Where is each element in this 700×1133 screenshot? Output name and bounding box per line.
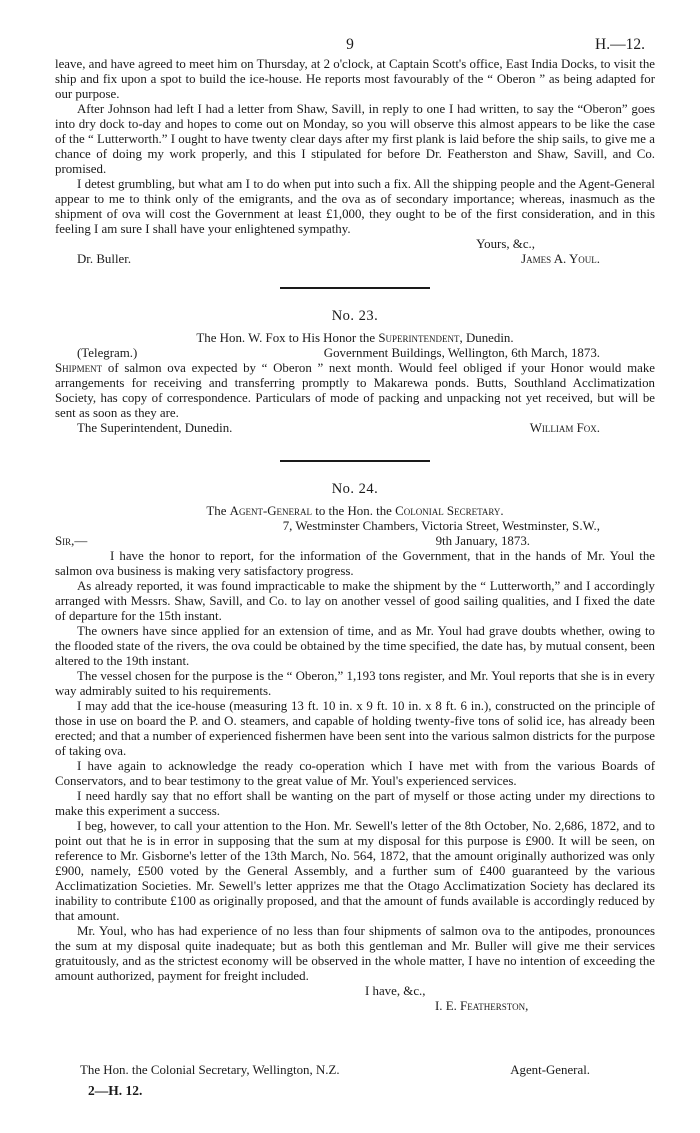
signature-line (55, 252, 655, 267)
paragraph: I may add that the ice-house (measuring 13 ft. 10 in. x 9 ft. 10 in. x 8 ft. 6 in.), constructed on the principle of those in use on board the P. and O. steamers, and capable of holding twenty-five tons of solid ice, has already been erected; and that a number of experienced fishermen have been sent into the various salmon districts for the purpose of taking ova. (55, 699, 655, 758)
document-body (55, 57, 655, 1014)
signature: William Fox. (529, 421, 600, 435)
addressee: The Hon. the Colonial Secretary, Wellington, N.Z. (80, 1063, 340, 1077)
section-divider (280, 287, 430, 289)
location-date: Government Buildings, Wellington, 6th March, 1873. (323, 346, 600, 360)
document-reference: H.—12. (595, 36, 645, 53)
paragraph: As already reported, it was found impracticable to make the shipment by the “ Lutterworth,” and I accordingly arranged with Messrs. Shaw, Savill, and Co. to lay on another vessel of good sailing qualities, and I fixed the date of departure for the 15th instant. (55, 579, 655, 623)
paragraph: I have the honor to report, for the information of the Government, that in the hands of Mr. Youl the salmon ova business is making very satisfactory progress. (55, 549, 655, 578)
letter-heading: The Agent-General to the Hon. the Colonial Secretary. (206, 504, 504, 518)
paragraph: I beg, however, to call your attention to the Hon. Mr. Sewell's letter of the 8th October, No. 2,686, 1872, and to point out that he is in error in supposing that the sum at my disposal for this purpose is £900. It will be seen, on reference to Mr. Gisborne's letter of the 13th March, No. 564, 1872, that the amount originally authorized was only £900, namely, £500 voted by the General Assembly, and a further sum of £400 guaranteed by the various Acclimatization Societies. Mr. Sewell's letter apprizes me that the Otago Acclimatization Society has declared its inability to contribute £100 as originally proposed, and that the amount of funds available is accordingly reduced by that amount. (55, 819, 655, 923)
signature-line (55, 421, 655, 436)
paragraph: Shipment of salmon ova expected by “ Oberon ” next month. Would feel obliged if your Honor would make arrangements for receiving and transferring promptly to Makarewa ponds. Butts, Southland Acclimatization Society, has copy of correspondence. Particulars of mode of packing and unpacking not yet received, but will be sent as soon as they are. (55, 361, 655, 420)
paragraph: I detest grumbling, but what am I to do when put into such a fix. All the shipping people and the Agent-General appear to me to think only of the emigrants, and the ova as of secondary importance; whereas, inasmuch as the shipment of ova will cost the Government at least £1,000, they ought to be of the first consideration, and in this feeling I am sure I shall have your enlightened sympathy. (55, 177, 655, 236)
paragraph: Mr. Youl, who has had experience of no less than four shipments of salmon ova to the antipodes, pronounces the sum at my disposal quite inadequate; but as both this gentleman and Mr. Buller will give me their services gratuitously, and as the strictest economy will be observed in the whole matter, I have no intention of exceeding the amount authorized, payment for freight included. (55, 924, 655, 983)
paragraph: The owners have since applied for an extension of time, and as Mr. Youl had grave doubts whether, owing to the flooded state of the rivers, the ova could be obtained by the time specified, the date has, by mutual consent, been altered to the 19th instant. (55, 624, 655, 668)
signature: I. E. Featherston, (435, 999, 529, 1013)
telegram-line (55, 346, 655, 361)
paragraph: I need hardly say that no effort shall be wanting on the part of myself or those acting under my directions to make this experiment a success. (55, 789, 655, 818)
signature-title: Agent-General. (510, 1063, 590, 1077)
addressee: Dr. Buller. (77, 252, 132, 266)
section-number: No. 24. (331, 481, 379, 497)
paragraph: I have again to acknowledge the ready co-operation which I have met with from the various Boards of Conservators, and to bear testimony to the great value of Mr. Youl's experienced services. (55, 759, 655, 788)
closing: Yours, &c., (476, 237, 535, 251)
letter-type: (Telegram.) (77, 346, 138, 360)
section-number: No. 23. (331, 308, 379, 324)
addressee: The Superintendent, Dunedin. (77, 421, 233, 435)
closing: I have, &c., (365, 984, 426, 998)
letter-heading: The Hon. W. Fox to His Honor the Superintendent, Dunedin. (196, 331, 514, 345)
paragraph: The vessel chosen for the purpose is the “ Oberon,” 1,193 tons register, and Mr. Youl reports that she is in every way admirably suited to his requirements. (55, 669, 655, 698)
section-divider (280, 460, 430, 462)
paragraph: After Johnson had left I had a letter from Shaw, Savill, in reply to one I had written, to say the “Oberon” goes into dry dock to-day and hopes to come out on Monday, so you will observe this almost appears to be like the case of the “ Lutterworth.” I ought to have twenty clear days after my first plank is laid before the ship sails, to give me a chance of doing my work properly, and this I stipulated for before Dr. Featherston and Shaw, Savill, and Co. promised. (55, 102, 655, 176)
salutation-line (55, 534, 655, 549)
letter-date: 9th January, 1873. (435, 534, 530, 548)
page-number: 9 (346, 36, 354, 53)
paragraph: leave, and have agreed to meet him on Thursday, at 2 o'clock, at Captain Scott's office, East India Docks, to visit the ship and fix upon a spot to build the ice-house. He reports most favourably of the “ Oberon ” as being adapted for our purpose. (55, 57, 655, 101)
sender-address: 7, Westminster Chambers, Victoria Street, Westminster, S.W., (282, 519, 600, 533)
footer-line (80, 1063, 620, 1078)
signature: James A. Youl. (521, 252, 600, 266)
salutation: Sir,— (55, 534, 88, 548)
sheet-reference: 2—H. 12. (88, 1083, 143, 1098)
